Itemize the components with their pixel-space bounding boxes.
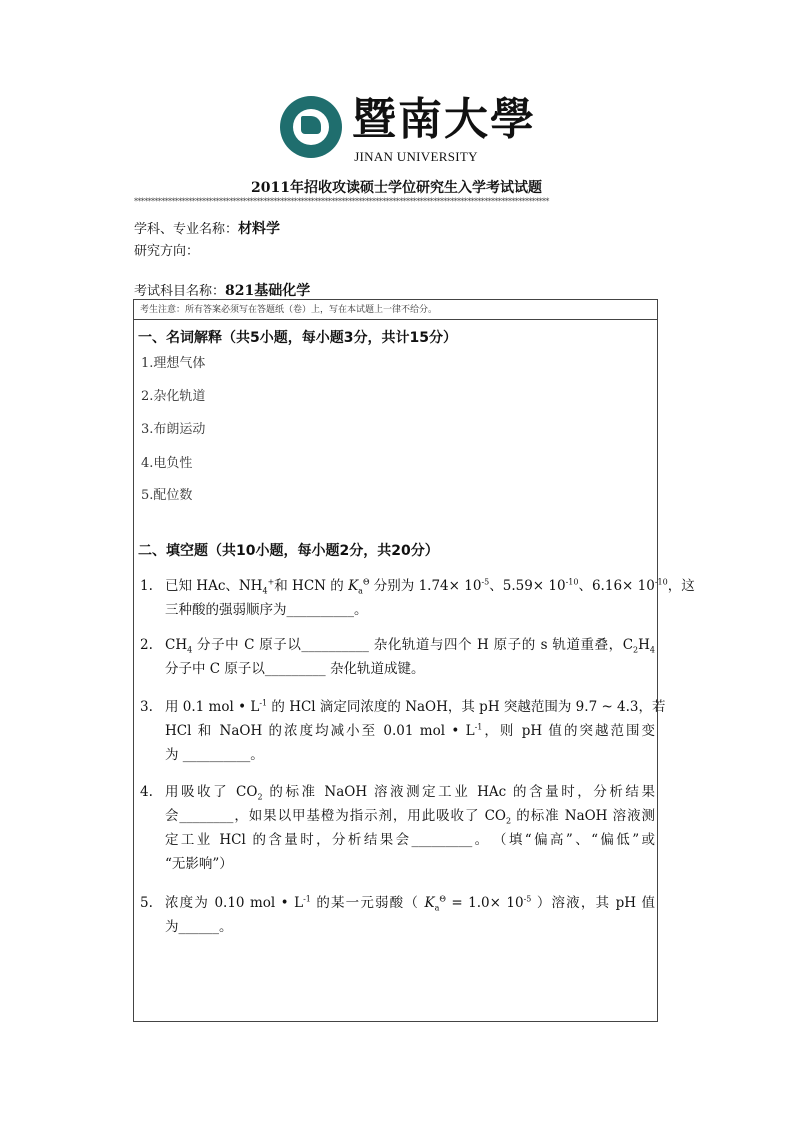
question-number: 1. <box>140 578 153 594</box>
term-item: 2.杂化轨道 <box>141 389 206 404</box>
question <box>140 574 695 622</box>
subject-line <box>134 280 310 300</box>
question-text: CH <box>165 637 188 653</box>
question-text: 2 <box>257 792 263 802</box>
question <box>140 891 655 939</box>
term-item: 1.理想气体 <box>141 356 206 371</box>
question-text: 浓度为 0.10 mol • L <box>165 895 304 911</box>
question-text: ）溶液，其 pH 值 <box>531 895 655 911</box>
question-number: 2. <box>140 637 153 653</box>
question-text: 的标准 NaOH 溶液测 <box>511 808 655 824</box>
term-item: 3.布朗运动 <box>141 422 206 437</box>
question-line <box>165 695 666 719</box>
question-line <box>165 891 655 915</box>
question-text: 用吸收了 CO <box>165 784 258 800</box>
question-text: 、5.59× 10 <box>489 578 566 594</box>
question-text: 用 0.1 mol • L <box>165 699 260 715</box>
question-text: 分别为 1.74× 10 <box>369 578 482 594</box>
question-text: 定工业 HCl 的含量时，分析结果会_________。 （填“偏高”、“偏低”或 <box>165 832 655 848</box>
question-number: 4. <box>140 784 153 800</box>
question-line <box>165 657 655 681</box>
question-text: 的 HCl 滴定同浓度的 NaOH，其 pH 突越范围为 9.7 ~ 4.3，若 <box>267 699 666 715</box>
question-line <box>165 852 655 876</box>
term-item: 5.配位数 <box>141 488 193 503</box>
question-text: K <box>424 895 435 911</box>
question-text: -10 <box>654 577 668 587</box>
question-text: K <box>348 578 359 594</box>
question-line <box>165 633 655 657</box>
university-name-en: JINAN UNIVERSITY <box>354 149 478 164</box>
question-text: Θ <box>362 577 370 587</box>
question-line <box>165 743 655 767</box>
section2-heading: 二、填空题（共10小题，每小题2分，共20分） <box>138 543 439 559</box>
question-text: 、6.16× 10 <box>578 578 655 594</box>
question-line <box>165 780 655 804</box>
major-label: 学科、专业名称： <box>134 222 239 237</box>
question-text: ，则 pH 值的突越范围变 <box>482 723 655 739</box>
question-number: 5. <box>140 895 153 911</box>
question-line <box>165 719 655 743</box>
question-text: 4 <box>262 586 268 596</box>
question-text: 为 __________。 <box>165 747 264 763</box>
question-text: Θ <box>439 894 446 904</box>
section1-heading: 一、名词解释（共5小题，每小题3分，共计15分） <box>138 330 457 346</box>
question-text: 为______。 <box>165 919 233 935</box>
question-text: = 1.0× 10 <box>445 895 524 911</box>
question <box>140 633 655 681</box>
question-line <box>165 828 655 852</box>
question-text: a <box>358 586 363 596</box>
question-text: 2 <box>506 816 512 826</box>
subject-label: 考试科目名称： <box>134 284 226 299</box>
question-line <box>165 598 655 622</box>
question-text: -10 <box>565 577 579 587</box>
question-text: 4 <box>649 645 655 655</box>
question-line <box>165 915 655 939</box>
question-text: -1 <box>303 894 311 904</box>
question-text: -1 <box>259 698 268 708</box>
question-text: 4 <box>187 645 193 655</box>
question-text: 分子中 C 原子以_________ 杂化轨道成键。 <box>165 661 425 677</box>
question-text: H <box>638 637 650 653</box>
question-line <box>165 804 655 828</box>
question-text: + <box>267 577 275 587</box>
exam-title: 2011年招收攻读硕士学位研究生入学考试试题 <box>251 180 542 196</box>
question-text: 三种酸的强弱顺序为__________。 <box>165 602 368 618</box>
question-text: 会________，如果以甲基橙为指示剂，用此吸收了 CO <box>165 808 506 824</box>
question-text: -5 <box>481 577 490 587</box>
question <box>140 695 666 767</box>
question-text: “无影响”） <box>165 856 233 872</box>
notice: 考生注意：所有答案必须写在答题纸（卷）上，写在本试题上一律不给分。 <box>134 300 657 320</box>
question-text: ，这 <box>667 578 695 594</box>
question-line <box>165 574 695 598</box>
major-line <box>134 218 280 238</box>
question-text: 和 HCN 的 <box>274 578 349 594</box>
question-text: HCl 和 NaOH 的浓度均减小至 0.01 mol • L <box>165 723 475 739</box>
question-text: 2 <box>633 645 639 655</box>
major-value: 材料学 <box>238 221 281 237</box>
question-text: -5 <box>523 894 532 904</box>
question-number: 3. <box>140 699 153 715</box>
question-text: 已知 HAc、NH <box>165 578 263 594</box>
university-name-cn: 暨南大學 <box>352 94 536 145</box>
term-item: 4.电负性 <box>141 456 193 471</box>
university-logo <box>280 96 342 158</box>
question <box>140 780 655 876</box>
question-text: 分子中 C 原子以__________ 杂化轨道与四个 H 原子的 s 轨道重叠，C <box>192 637 634 653</box>
question-text: 的标准 NaOH 溶液测定工业 HAc 的含量时，分析结果 <box>262 784 655 800</box>
question-text: a <box>434 903 440 913</box>
star-divider: ************************************************************************************************************************** <box>134 197 549 206</box>
question-text: -1 <box>474 722 483 732</box>
direction-label: 研究方向： <box>134 244 200 259</box>
subject-value: 821基础化学 <box>225 283 311 299</box>
question-text: 的某一元弱酸（ <box>310 895 425 911</box>
